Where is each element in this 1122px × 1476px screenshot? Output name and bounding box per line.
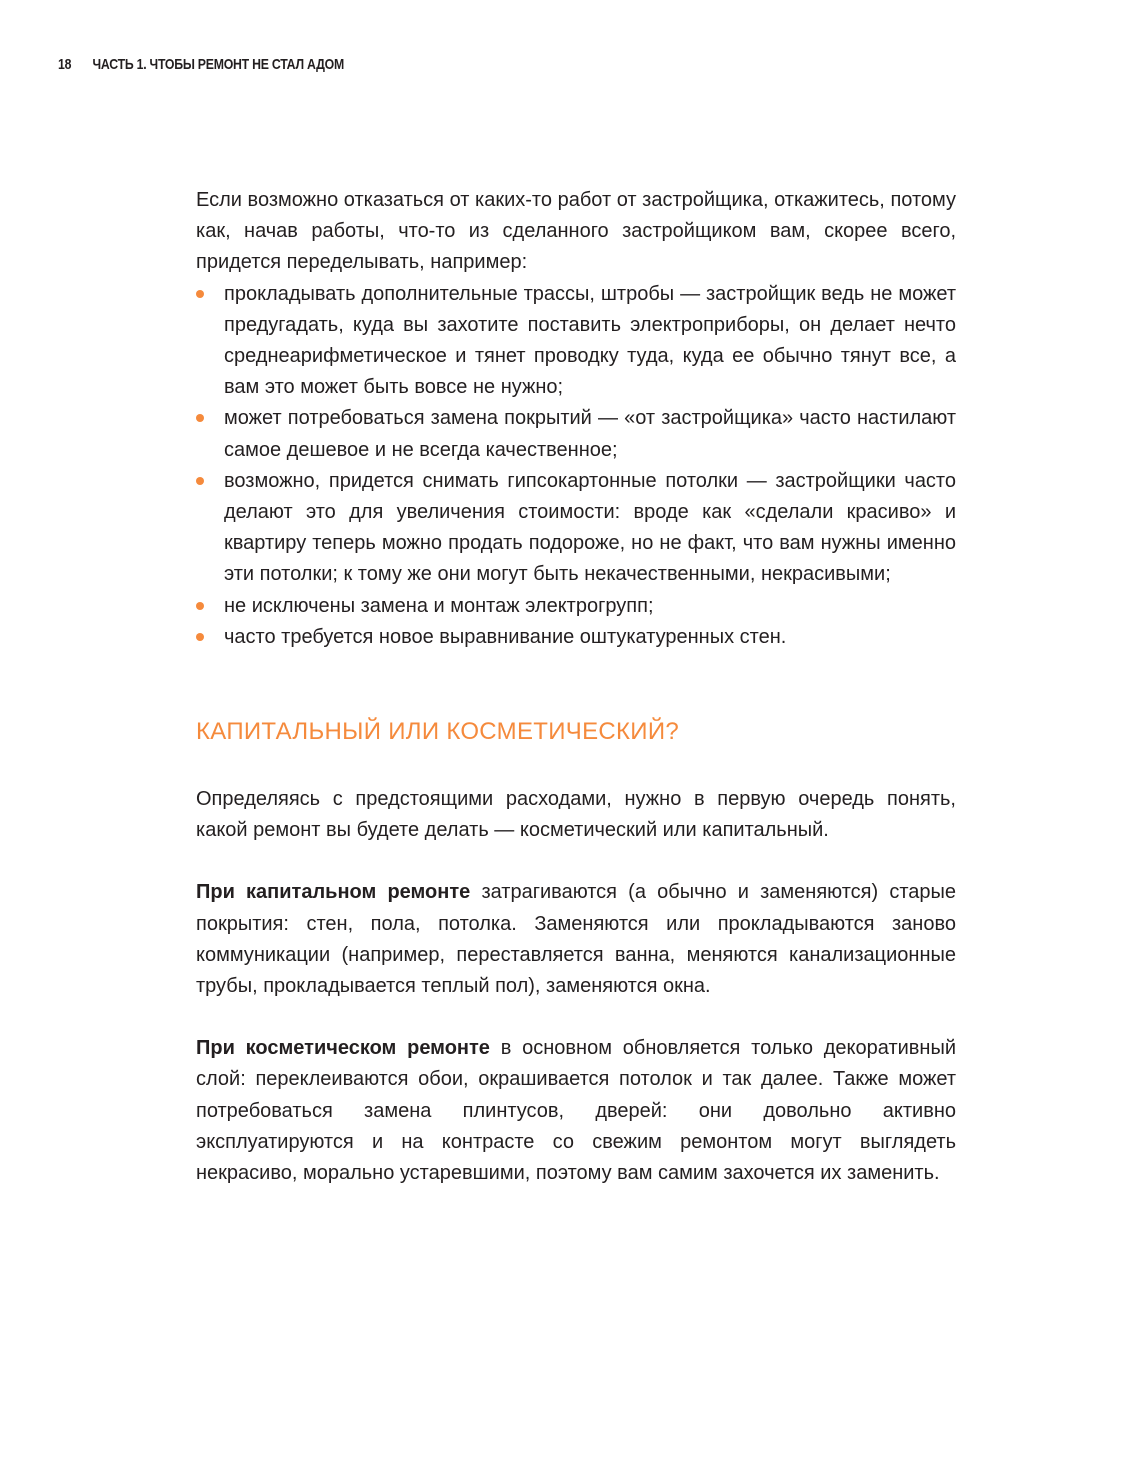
bullet-list <box>196 279 956 653</box>
bullet-item <box>196 622 956 653</box>
bullet-dot-icon <box>196 602 204 610</box>
page-number: 18 <box>58 56 72 73</box>
bullet-text: возможно, придется снимать гипсокартонные потолки — застройщики часто делают это для увеличения стоимости: вроде как «сделали красиво» и квартиру теперь можно продать подороже, но не факт, что вам нужны именно эти потолки; к тому же они могут быть некачественными, некрасивыми; <box>224 469 956 586</box>
bullet-text: часто требуется новое выравнивание оштукатуренных стен. <box>224 625 787 648</box>
cosmetic-repair-lead: При косметическом ремонте <box>196 1037 490 1060</box>
bullet-dot-icon <box>196 477 204 485</box>
intro-paragraph: Если возможно отказаться от каких-то работ от застройщика, откажитесь, потому как, начав работы, что-то из сделанного застройщиком вам, скорее всего, придется переделывать, например: <box>196 189 956 274</box>
bullet-dot-icon <box>196 633 204 641</box>
capital-repair-text: затрагиваются (а обычно и заменяются) старые покрытия: стен, пола, потолка. Заменяются или прокладываются заново коммуникации (например, переставляется ванна, меняются канализационные трубы, прокладывается теплый пол), заменяются окна. <box>196 881 956 998</box>
capital-repair-paragraph <box>196 877 956 1002</box>
cosmetic-repair-paragraph <box>196 1033 956 1189</box>
bullet-dot-icon <box>196 414 204 422</box>
bullet-item <box>196 279 956 404</box>
cosmetic-repair-text: в основном обновляется только декоративный слой: переклеиваются обои, окрашивается потолок и так далее. Также может потребоваться замена плинтусов, дверей: они довольно активно эксплуатируются и на контрасте со свежим ремонтом могут выглядеть некрасиво, морально устаревшими, поэтому вам самим захочется их заменить. <box>196 1037 956 1185</box>
capital-repair-lead: При капитальном ремонте <box>196 881 471 904</box>
bullet-text: прокладывать дополнительные трассы, штробы — застройщик ведь не может предугадать, куда вы захотите поставить электроприборы, он делает нечто среднеарифметическое и тянет проводку туда, куда ее обычно тянут все, а вам это может быть вовсе не нужно; <box>224 282 956 399</box>
page-body <box>196 185 956 1189</box>
section-paragraph: Определяясь с предстоящими расходами, нужно в первую очередь понять, какой ремонт вы будете делать — косметический или капитальный. <box>196 788 956 842</box>
section-heading: КАПИТАЛЬНЫЙ ИЛИ КОСМЕТИЧЕСКИЙ? <box>196 718 680 746</box>
running-header <box>58 56 344 73</box>
running-title: ЧАСТЬ 1. ЧТОБЫ РЕМОНТ НЕ СТАЛ АДОМ <box>92 56 344 73</box>
bullet-text: не исключены замена и монтаж электрогрупп; <box>224 594 654 617</box>
bullet-item <box>196 403 956 465</box>
bullet-item <box>196 466 956 591</box>
bullet-dot-icon <box>196 290 204 298</box>
bullet-item <box>196 591 956 622</box>
bullet-text: может потребоваться замена покрытий — «от застройщика» часто настилают самое дешевое и не всегда качественное; <box>224 407 956 461</box>
